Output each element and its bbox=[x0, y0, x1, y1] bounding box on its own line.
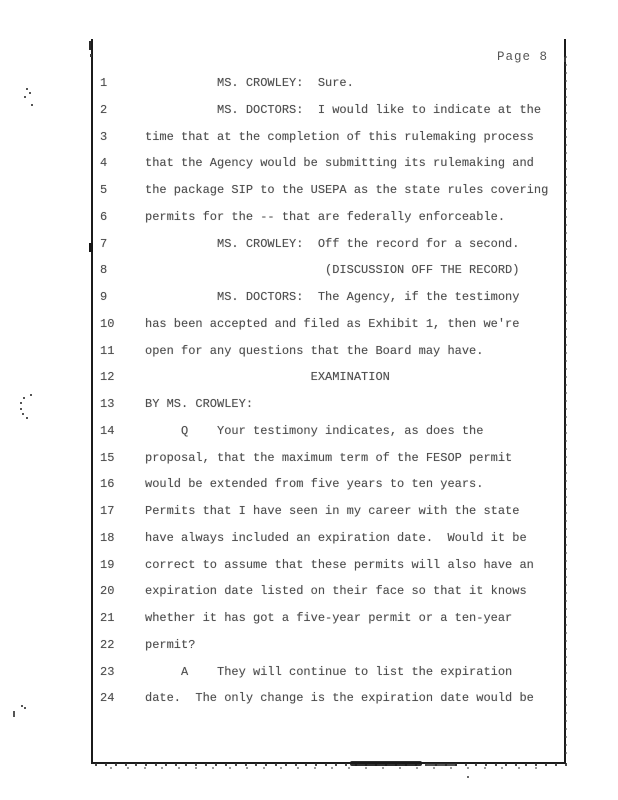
transcript-line bbox=[93, 183, 560, 210]
line-text: date. The only change is the expiration date would be bbox=[145, 691, 534, 706]
line-text: would be extended from five years to ten years. bbox=[145, 477, 484, 492]
line-text: the package SIP to the USEPA as the state rules covering bbox=[145, 183, 549, 197]
transcript-line bbox=[93, 504, 560, 531]
line-number: 8 bbox=[100, 263, 108, 278]
line-number: 4 bbox=[100, 156, 108, 171]
transcript-line bbox=[93, 451, 560, 478]
line-text: Permits that I have seen in my career with the state bbox=[145, 504, 520, 518]
line-text: have always included an expiration date. Would it be bbox=[145, 530, 527, 545]
line-number: 20 bbox=[100, 584, 115, 599]
scan-bottom-noise bbox=[95, 763, 573, 766]
line-text: A They will continue to list the expiration bbox=[145, 664, 513, 679]
scan-mark-dot bbox=[29, 92, 31, 94]
line-number: 13 bbox=[100, 397, 115, 411]
scan-bottom-noise-2 bbox=[110, 767, 550, 769]
transcript-line bbox=[93, 156, 560, 183]
line-text: whether it has got a five-year permit or a ten-year bbox=[145, 611, 513, 625]
line-number: 14 bbox=[100, 423, 115, 438]
scan-border-blob bbox=[89, 243, 93, 252]
transcript-line bbox=[93, 344, 560, 371]
transcript-line bbox=[93, 290, 560, 317]
line-text: MS. CROWLEY: Off the record for a second. bbox=[145, 236, 520, 251]
line-number: 12 bbox=[100, 370, 115, 385]
line-text: has been accepted and filed as Exhibit 1, then we're bbox=[145, 316, 520, 331]
scan-mark-dot bbox=[23, 397, 25, 399]
line-number: 19 bbox=[100, 557, 115, 572]
scan-mark-dot bbox=[21, 705, 23, 707]
scan-mark-dot bbox=[30, 394, 32, 396]
line-number: 2 bbox=[100, 102, 108, 117]
transcript-line bbox=[93, 103, 560, 130]
scan-mark-dot bbox=[31, 104, 33, 106]
transcript-line bbox=[93, 638, 560, 665]
transcript-line bbox=[93, 237, 560, 264]
scan-mark-dot bbox=[24, 96, 26, 98]
line-text: permit? bbox=[145, 637, 196, 652]
scan-edge-mark bbox=[564, 57, 566, 62]
line-number: 10 bbox=[100, 316, 115, 331]
transcript-line bbox=[93, 531, 560, 558]
scan-corner-tick bbox=[89, 41, 91, 50]
transcript-lines bbox=[93, 76, 560, 718]
transcript-line bbox=[93, 130, 560, 157]
line-number: 5 bbox=[100, 183, 108, 197]
scan-mark-dot bbox=[26, 417, 28, 419]
line-text: MS. CROWLEY: Sure. bbox=[145, 76, 354, 90]
transcript-page bbox=[91, 39, 566, 764]
scan-mark-dot bbox=[22, 413, 24, 415]
transcript-line bbox=[93, 477, 560, 504]
transcript-line bbox=[93, 584, 560, 611]
line-text: proposal, that the maximum term of the FESOP permit bbox=[145, 450, 513, 465]
line-text: BY MS. CROWLEY: bbox=[145, 397, 254, 411]
scan-mark-tick bbox=[13, 711, 15, 717]
line-number: 15 bbox=[100, 450, 115, 465]
transcript-line bbox=[93, 424, 560, 451]
scan-bottom-blob-2 bbox=[427, 763, 457, 766]
line-text: permits for the -- that are federally enforceable. bbox=[145, 209, 506, 224]
line-number: 9 bbox=[100, 290, 108, 304]
line-number: 1 bbox=[100, 76, 108, 90]
line-text: MS. DOCTORS: I would like to indicate at the bbox=[145, 102, 542, 117]
scan-mark-dot bbox=[20, 402, 22, 404]
line-text: Q Your testimony indicates, as does the bbox=[145, 423, 484, 438]
line-text: that the Agency would be submitting its rulemaking and bbox=[145, 156, 534, 171]
transcript-line bbox=[93, 317, 560, 344]
scan-corner-dot bbox=[90, 54, 92, 57]
line-number: 21 bbox=[100, 611, 115, 625]
transcript-line bbox=[93, 76, 560, 103]
line-number: 22 bbox=[100, 637, 115, 652]
line-text: open for any questions that the Board may have. bbox=[145, 343, 484, 358]
line-number: 16 bbox=[100, 477, 115, 492]
line-text: EXAMINATION bbox=[145, 370, 390, 385]
transcript-line bbox=[93, 691, 560, 718]
line-number: 11 bbox=[100, 343, 115, 358]
transcript-line bbox=[93, 397, 560, 424]
line-text: MS. DOCTORS: The Agency, if the testimony bbox=[145, 290, 520, 304]
transcript-line bbox=[93, 370, 560, 397]
transcript-line bbox=[93, 665, 560, 692]
line-number: 23 bbox=[100, 664, 115, 679]
transcript-line bbox=[93, 558, 560, 585]
page-number-label: Page 8 bbox=[496, 50, 548, 64]
scan-mark-dot bbox=[20, 408, 22, 410]
transcript-line bbox=[93, 210, 560, 237]
line-number: 17 bbox=[100, 504, 115, 518]
line-text: (DISCUSSION OFF THE RECORD) bbox=[145, 263, 520, 278]
scan-mark-dot bbox=[24, 707, 26, 709]
line-text: time that at the completion of this rulemaking process bbox=[145, 129, 534, 144]
scan-bottom-blob bbox=[350, 761, 422, 766]
transcript-line bbox=[93, 263, 560, 290]
line-number: 6 bbox=[100, 209, 108, 224]
line-text: correct to assume that these permits will also have an bbox=[145, 557, 534, 572]
transcript-line bbox=[93, 611, 560, 638]
line-number: 3 bbox=[100, 129, 108, 144]
line-number: 7 bbox=[100, 236, 108, 251]
scan-speck bbox=[467, 776, 469, 778]
line-number: 24 bbox=[100, 691, 115, 706]
scan-mark-dot bbox=[26, 88, 28, 90]
line-number: 18 bbox=[100, 530, 115, 545]
line-text: expiration date listed on their face so that it knows bbox=[145, 584, 527, 599]
scan-dotted-edge bbox=[565, 56, 567, 760]
